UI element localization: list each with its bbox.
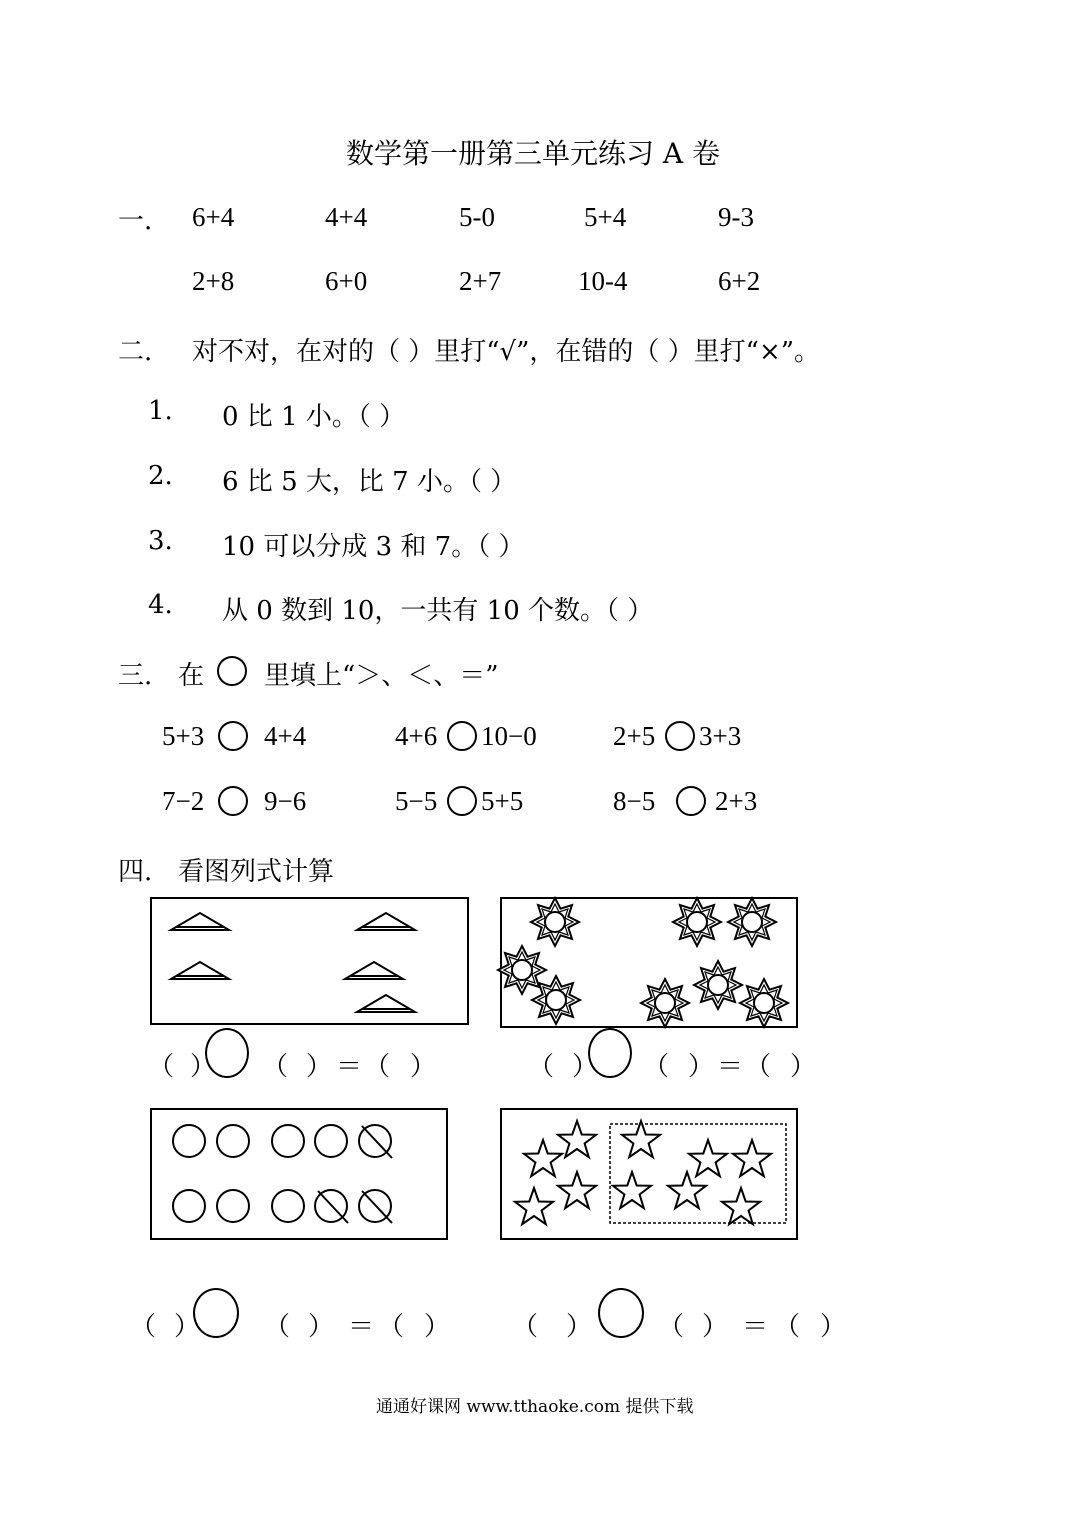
cmp-2-left: 4+6 [395, 721, 438, 751]
expr-1-1: 6+4 [192, 202, 235, 232]
circle-icon [272, 1125, 304, 1157]
expr-2-5: 6+2 [718, 266, 761, 296]
sun-icon [673, 898, 721, 946]
sun-icon [532, 976, 580, 1024]
eq4-paren-open-2: （ [658, 1312, 685, 1342]
expr-2-4: 10-4 [578, 266, 628, 296]
star-icon [689, 1140, 727, 1176]
expr-1-5: 9-3 [718, 202, 754, 232]
star-icons [515, 1121, 771, 1224]
crossed-circle-icon [315, 1190, 348, 1223]
item-1-text: 0 比 1 小。（ ） [222, 402, 406, 432]
eq2-paren-open-3: （ [745, 1052, 772, 1082]
item-2-num: 2. [148, 461, 173, 491]
cmp-4-left: 7−2 [162, 786, 205, 816]
cmp-1-right: 4+4 [264, 721, 307, 751]
item-1-num: 1. [148, 396, 173, 426]
footer-text: 通通好课网 www.tthaoke.com 提供下载 [376, 1397, 694, 1417]
triangle-icon [357, 995, 415, 1012]
section-1-label: 一. [118, 206, 153, 236]
item-2-text: 6 比 5 大，比 7 小。（ ） [222, 467, 517, 497]
expr-2-1: 2+8 [192, 266, 235, 296]
star-icon [668, 1172, 706, 1208]
eq1-paren-close-1: ） [190, 1052, 217, 1082]
eq2-paren-close-3: ） [790, 1052, 817, 1082]
star-icon [613, 1172, 651, 1208]
crossed-circle-icon [359, 1190, 392, 1223]
section-4-label: 四. [118, 857, 153, 887]
eq3-paren-open-1: （ [130, 1312, 157, 1342]
eq1-paren-close-3: ） [410, 1052, 437, 1082]
sun-icon [740, 979, 788, 1027]
star-icon [622, 1121, 660, 1157]
eq4-paren-close-2: ） [702, 1312, 729, 1342]
sun-icon [728, 898, 776, 946]
cmp-2-right: 10−0 [481, 721, 537, 751]
star-icon [558, 1121, 596, 1157]
triangle-icons [171, 913, 415, 1012]
cmp-3-right: 3+3 [699, 721, 742, 751]
sun-icon [694, 961, 742, 1009]
section-3-post: 里填上“＞、＜、＝” [264, 661, 499, 691]
circle-icon [217, 1125, 249, 1157]
eq2-paren-open-1: （ [528, 1052, 555, 1082]
eq1-paren-open-1: （ [148, 1052, 175, 1082]
eq2-paren-close-2: ） [688, 1052, 715, 1082]
section-4-title: 看图列式计算 [178, 857, 335, 887]
sun-icon [641, 979, 689, 1027]
crossed-circle-icon [359, 1125, 392, 1158]
star-icon [515, 1188, 553, 1224]
eq3-paren-close-3: ） [424, 1312, 451, 1342]
expr-2-3: 2+7 [459, 266, 502, 296]
item-4-num: 4. [148, 590, 173, 620]
eq1-paren-close-2: ） [306, 1052, 333, 1082]
triangle-icon [345, 962, 403, 979]
section-2-instruction: 对不对，在对的（ ）里打“√”，在错的（ ）里打“×”。 [192, 337, 821, 367]
cmp-6-right: 2+3 [715, 786, 758, 816]
eq3-paren-open-2: （ [264, 1312, 291, 1342]
eq2-operator-circle[interactable] [588, 1028, 632, 1078]
eq4-paren-open-3: （ [774, 1312, 801, 1342]
circle-icon [315, 1125, 347, 1157]
section-3-pre: 在 [178, 661, 205, 691]
eq1-paren-open-3: （ [364, 1052, 391, 1082]
eq1-paren-open-2: （ [262, 1052, 289, 1082]
expr-1-2: 4+4 [325, 202, 368, 232]
eq3-paren-close-2: ） [308, 1312, 335, 1342]
eq4-equals: ＝ [742, 1312, 769, 1342]
eq4-paren-close-3: ） [820, 1312, 847, 1342]
item-3-num: 3. [148, 526, 173, 556]
eq3-operator-circle[interactable] [193, 1288, 239, 1338]
expr-2-2: 6+0 [325, 266, 368, 296]
sun-icons [498, 898, 788, 1027]
cmp-5-right: 5+5 [481, 786, 524, 816]
page-title: 数学第一册第三单元练习 A 卷 [346, 137, 721, 170]
eq2-equals: ＝ [717, 1052, 744, 1082]
eq1-equals: ＝ [336, 1052, 363, 1082]
cmp-3-left: 2+5 [613, 721, 656, 751]
circle-icon [173, 1125, 205, 1157]
star-icon [733, 1140, 771, 1176]
eq1-operator-circle[interactable] [205, 1028, 249, 1078]
star-icon [558, 1172, 596, 1208]
eq3-paren-close-1: ） [174, 1312, 201, 1342]
circle-icon [173, 1190, 205, 1222]
star-icon [722, 1188, 760, 1224]
eq4-paren-open-1: （ [512, 1312, 539, 1342]
triangle-icon [171, 962, 229, 979]
sun-icon [531, 898, 579, 946]
cmp-1-left: 5+3 [162, 721, 205, 751]
cmp-4-right: 9−6 [264, 786, 307, 816]
star-icon [524, 1140, 562, 1176]
section-3-label: 三. [118, 661, 153, 691]
item-4-text: 从 0 数到 10，一共有 10 个数。（ ） [222, 596, 654, 626]
eq2-paren-open-2: （ [643, 1052, 670, 1082]
cmp-6-left: 8−5 [613, 786, 656, 816]
expr-1-4: 5+4 [584, 202, 627, 232]
eq4-operator-circle[interactable] [598, 1288, 644, 1338]
triangle-icon [171, 913, 229, 930]
eq2-paren-close-1: ） [572, 1052, 599, 1082]
item-3-text: 10 可以分成 3 和 7。（ ） [222, 532, 525, 562]
triangle-icon [357, 913, 415, 930]
eq3-equals: ＝ [348, 1312, 375, 1342]
eq3-paren-open-3: （ [378, 1312, 405, 1342]
sun-icon [498, 946, 546, 994]
cmp-5-left: 5−5 [395, 786, 438, 816]
counting-circles [173, 1125, 392, 1223]
circle-icon [217, 1190, 249, 1222]
eq4-paren-close-1: ） [566, 1312, 593, 1342]
section-2-label: 二. [118, 337, 153, 367]
expr-1-3: 5-0 [459, 202, 495, 232]
circle-icon [272, 1190, 304, 1222]
